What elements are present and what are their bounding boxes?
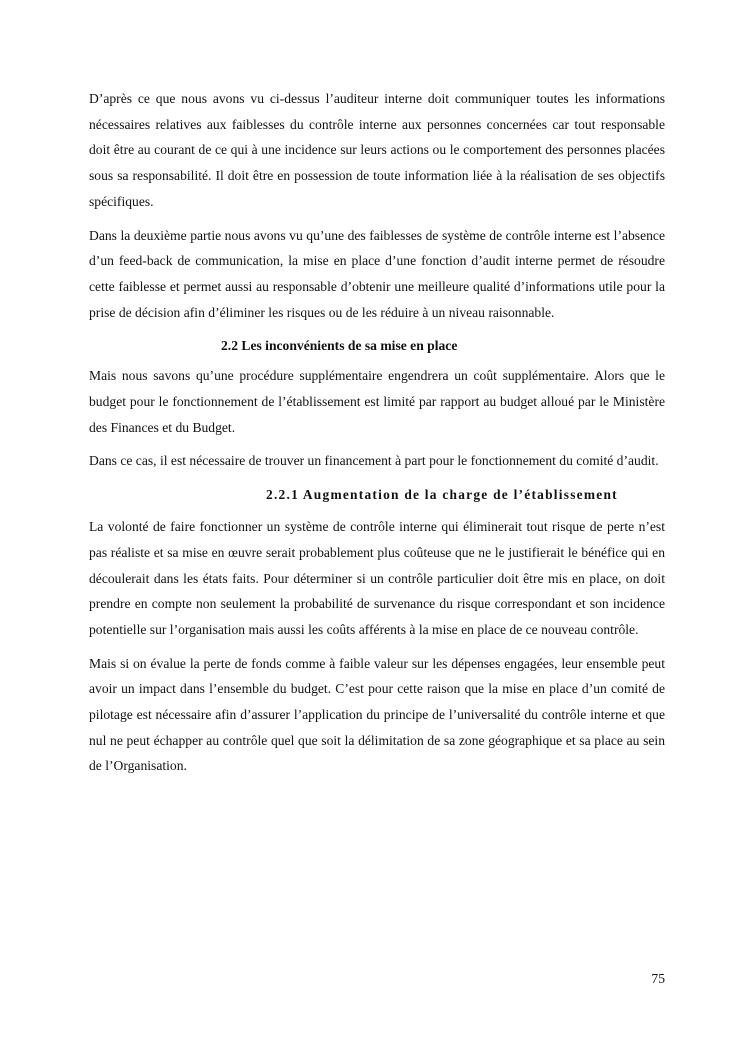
paragraph-feedback-weakness: Dans la deuxième partie nous avons vu qu’une des faiblesses de système de contrôle interne est l’absence d’un feed-back de communication, la mise en place d’une fonction d’audit interne permet de résoudre cette faiblesse et permet aussi au responsable d’obtenir une meilleure qualité d’informations utile pour la prise de décision afin d’éliminer les risques ou de les réduire à un niveau raisonnable.	[89, 227, 665, 320]
paragraph-separate-funding: Dans ce cas, il est nécessaire de trouver un financement à part pour le fonctionnement du comité d’audit.	[89, 453, 659, 469]
section-heading-2-2-1: 2.2.1 Augmentation de la charge de l’établissement	[266, 487, 618, 503]
paragraph-steering-committee: Mais si on évalue la perte de fonds comme à faible valeur sur les dépenses engagées, leur ensemble peut avoir un impact dans l’ensemble du budget. C’est pour cette raison que la mise en place d’un comité de pilotage est nécessaire afin d’assurer l’application du principe de l’universalité du contrôle interne et que nul ne peut échapper au contrôle quel que soit la délimitation de sa zone géographique et sa place au sein de l’Organisation.	[89, 655, 665, 774]
paragraph-control-cost-benefit: La volonté de faire fonctionner un système de contrôle interne qui éliminerait tout risque de perte n’est pas réaliste et sa mise en œuvre serait probablement plus coûteuse que ne le justifierait le bénéfice qui en découlerait dans les états faits. Pour déterminer si un contrôle particulier doit être mis en place, on doit prendre en compte non seulement la probabilité de survenance du risque correspondant et son incidence potentielle sur l’organisation mais aussi les coûts afférents à la mise en place de ce nouveau contrôle.	[89, 519, 665, 637]
paragraph-auditor-communication: D’après ce que nous avons vu ci-dessus l’auditeur interne doit communiquer toutes les informations nécessaires relatives aux faiblesses du contrôle interne aux personnes concernées car tout responsable doit être au courant de ce qui à une incidence sur leurs actions ou le comportement des personnes placées sous sa responsabilité. Il doit être en possession de toute information liée à la réalisation de ses objectifs spécifiques.	[89, 91, 665, 209]
document-page	[89, 86, 665, 787]
page-number: 75	[651, 971, 665, 986]
paragraph-additional-cost: Mais nous savons qu’une procédure supplémentaire engendrera un coût supplémentaire. Alors que le budget pour le fonctionnement de l’établissement est limité par rapport au budget alloué par le Ministère des Finances et du Budget.	[89, 368, 665, 435]
section-heading-2-2: 2.2 Les inconvénients de sa mise en place	[221, 338, 458, 354]
